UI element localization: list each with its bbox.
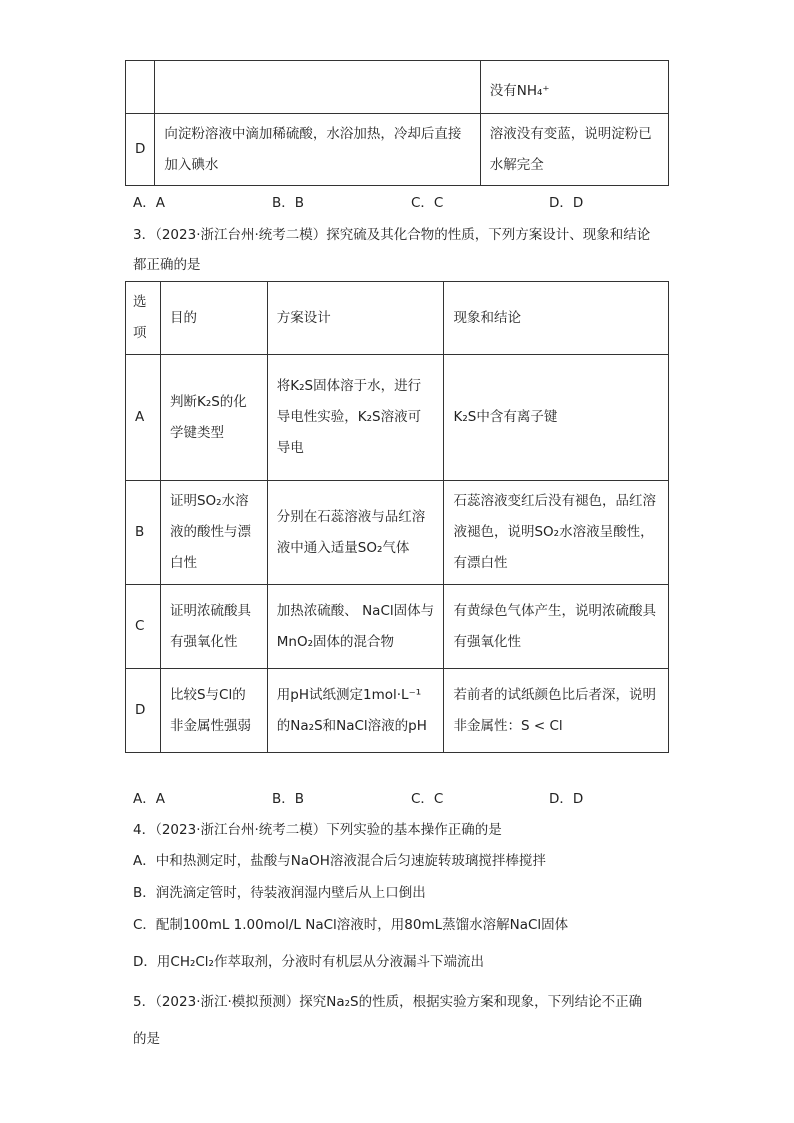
option-label: D: [126, 669, 161, 753]
option-b: B．B: [272, 195, 305, 211]
header-result: 现象和结论: [444, 282, 669, 355]
q4-option-a: A．中和热测定时，盐酸与NaOH溶液混合后匀速旋转玻璃搅拌棒搅拌: [133, 853, 546, 869]
table-row: [126, 114, 669, 186]
option-label: A: [126, 355, 161, 481]
option-label: C: [126, 585, 161, 669]
option-d: D．D: [549, 195, 584, 211]
q3-stem-line2: 都正确的是: [133, 257, 201, 273]
table-row: [126, 355, 669, 481]
q4-option-d: D．用CH₂Cl₂作萃取剂，分液时有机层从分液漏斗下端流出: [133, 954, 484, 970]
purpose-cell: 判断K₂S的化学键类型: [160, 355, 267, 481]
option-c: C．C: [411, 791, 444, 807]
table-row: [126, 669, 669, 753]
result-cell: 有黄绿色气体产生，说明浓硫酸具有强氧化性: [444, 585, 669, 669]
header-option: 选项: [126, 282, 161, 355]
option-a: A．A: [133, 791, 165, 807]
result-cell: 溶液没有变蓝，说明淀粉已水解完全: [480, 114, 668, 186]
option-b: B．B: [272, 791, 305, 807]
table-row: [126, 481, 669, 585]
q3-table: [125, 281, 669, 753]
table-row: [126, 585, 669, 669]
table-row: [126, 61, 669, 114]
result-cell: 石蕊溶液变红后没有褪色，品红溶液褪色，说明SO₂水溶液呈酸性，有漂白性: [444, 481, 669, 585]
option-a: A．A: [133, 195, 165, 211]
result-cell: 若前者的试纸颜色比后者深，说明非金属性：S < Cl: [444, 669, 669, 753]
q5-stem-line1: 5．（2023·浙江·模拟预测）探究Na₂S的性质，根据实验方案和现象，下列结论不正确: [133, 994, 643, 1010]
q5-stem-line2: 的是: [133, 1031, 160, 1047]
purpose-cell: 证明浓硫酸具有强氧化性: [160, 585, 267, 669]
purpose-cell: 证明SO₂水溶液的酸性与漂白性: [160, 481, 267, 585]
option-label: B: [126, 481, 161, 585]
top-table: [125, 60, 669, 186]
table-cell: [126, 61, 155, 114]
table-header-row: [126, 282, 669, 355]
q3-options: [133, 787, 693, 811]
q3-stem-line1: 3．（2023·浙江台州·统考二模）探究硫及其化合物的性质，下列方案设计、现象和结论: [133, 227, 651, 243]
design-cell: 分别在石蕊溶液与品红溶液中通入适量SO₂气体: [267, 481, 444, 585]
header-design: 方案设计: [267, 282, 444, 355]
design-cell: 向淀粉溶液中滴加稀硫酸，水浴加热，冷却后直接加入碘水: [155, 114, 480, 186]
table-cell: 没有NH₄⁺: [480, 61, 668, 114]
result-cell: K₂S中含有离子键: [444, 355, 669, 481]
header-purpose: 目的: [160, 282, 267, 355]
q4-option-c: C．配制100mL 1.00mol/L NaCl溶液时，用80mL蒸馏水溶解NaCl固体: [133, 917, 569, 933]
purpose-cell: 比较S与Cl的非金属性强弱: [160, 669, 267, 753]
q2-options: [133, 191, 693, 215]
q4-stem: 4．（2023·浙江台州·统考二模）下列实验的基本操作正确的是: [133, 822, 502, 838]
table-cell: [155, 61, 480, 114]
design-cell: 用pH试纸测定1mol·L⁻¹的Na₂S和NaCl溶液的pH: [267, 669, 444, 753]
q4-option-b: B．润洗滴定管时，待装液润湿内壁后从上口倒出: [133, 885, 426, 901]
design-cell: 加热浓硫酸、 NaCl固体与MnO₂固体的混合物: [267, 585, 444, 669]
option-c: C．C: [411, 195, 444, 211]
option-label: D: [126, 114, 155, 186]
design-cell: 将K₂S固体溶于水，进行导电性实验，K₂S溶液可导电: [267, 355, 444, 481]
option-d: D．D: [549, 791, 584, 807]
